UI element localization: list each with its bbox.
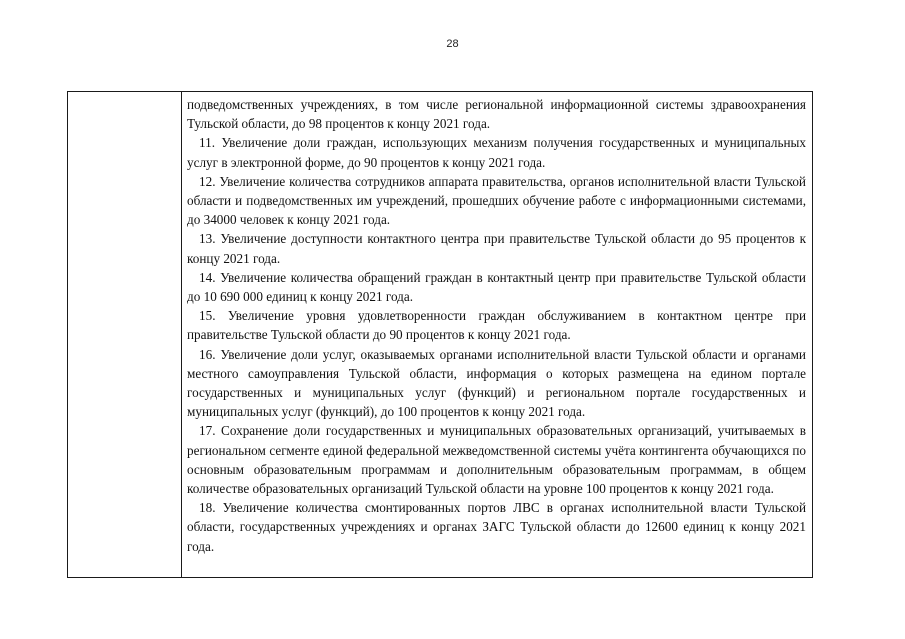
paragraph-item-17: 17. Сохранение доли государственных и муниципальных образовательных организаций, учитываемых в региональном сегменте единой федеральной межведомственной системы учёта контингента обучающихся по основным образовательным программам и дополнительным образовательным программам, в общем количестве образовательных организаций Тульской области на уровне 100 процентов к концу 2021 года. — [187, 423, 806, 497]
paragraph-item-11: 11. Увеличение доли граждан, использующих механизм получения государственных и муниципальных услуг в электронной форме, до 90 процентов к концу 2021 года. — [187, 135, 806, 170]
paragraph-item-14: 14. Увеличение количества обращений граждан в контактный центр при правительстве Тульской области до 10 690 000 единиц к концу 2021 года. — [187, 269, 806, 305]
paragraph-item-15: 15. Увеличение уровня удовлетворенности граждан обслуживанием в контактном центре при правительстве Тульской области до 90 процентов к концу 2021 года. — [187, 308, 806, 343]
page-number: 28 — [446, 38, 459, 50]
paragraph-item-13: 13. Увеличение доступности контактного центра при правительстве Тульской области до 95 процентов к концу 2021 года. — [187, 231, 806, 266]
paragraph-continuation: подведомственных учреждениях, в том числе региональной информационной системы здравоохранения Тульской области, до 98 процентов к концу 2021 года. — [187, 97, 806, 132]
document-table — [67, 91, 813, 578]
paragraph-item-12: 12. Увеличение количества сотрудников аппарата правительства, органов исполнительной власти Тульской области и подведомственных им учреждений, прошедших обучение работе с информационными системами, до 34000 человек к концу 2021 года. — [187, 173, 806, 228]
table-right-column — [182, 92, 812, 577]
table-left-column — [68, 92, 182, 577]
paragraph-item-16: 16. Увеличение доли услуг, оказываемых органами исполнительной власти Тульской области и органами местного самоуправления Тульской области, информация о которых размещена на едином портале государственных и муниципальных услуг (функций) и региональном портале государственных и муниципальных услуг (функций), до 100 процентов к концу 2021 года. — [187, 346, 806, 420]
paragraph-item-18: 18. Увеличение количества смонтированных портов ЛВС в органах исполнительной власти Тульской области, государственных учреждениях и органах ЗАГС Тульской области до 12600 единиц к концу 2021 года. — [187, 500, 806, 554]
